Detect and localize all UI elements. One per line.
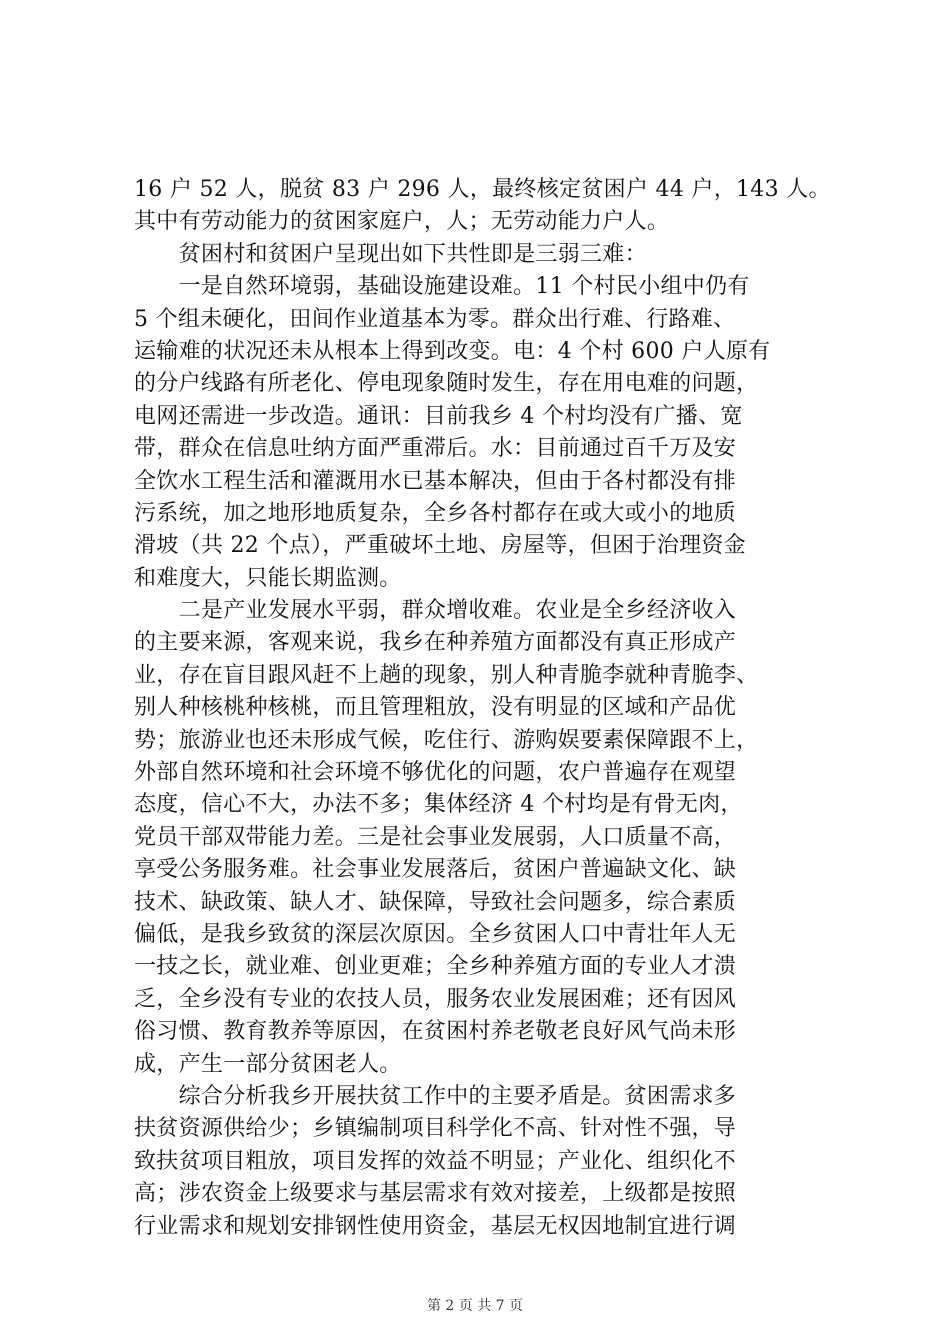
text-line: 运输难的状况还未从根本上得到改变。电：4 个村 600 户人原有 <box>134 338 771 364</box>
text-line: 技术、缺政策、缺人才、缺保障，导致社会问题多，综合素质 <box>134 889 737 915</box>
text-line: 的分户线路有所老化、停电现象随时发生，存在用电难的问题， <box>134 371 759 397</box>
text-line: 行业需求和规划安排钢性使用资金，基层无权因地制宜进行调 <box>134 1213 737 1239</box>
text-line: 和难度大，只能长期监测。 <box>134 565 402 591</box>
page-footer: 第 2 页 共 7 页 <box>426 1298 524 1314</box>
text-line: 态度，信心不大，办法不多；集体经济 4 个村均是有骨无肉， <box>134 792 743 818</box>
text-line: 污系统，加之地形地质复杂，全乡各村都存在或大或小的地质 <box>134 500 737 526</box>
text-line: 一是自然环境弱，基础设施建设难。11 个村民小组中仍有 <box>134 274 750 300</box>
text-line: 滑坡（共 22 个点），严重破坏土地、房屋等，但困于治理资金 <box>134 533 746 559</box>
text-line: 综合分析我乡开展扶贫工作中的主要矛盾是。贫困需求多 <box>134 1083 737 1109</box>
text-line: 势；旅游业也还未形成气候，吃住行、游购娱要素保障跟不上， <box>134 727 759 753</box>
text-line: 扶贫资源供给少；乡镇编制项目科学化不高、针对性不强，导 <box>134 1116 737 1142</box>
text-line: 成，产生一部分贫困老人。 <box>134 1051 402 1077</box>
text-line: 16 户 52 人，脱贫 83 户 296 人，最终核定贫困户 44 户，143 人。 <box>134 177 831 202</box>
text-line: 高；涉农资金上级要求与基层需求有效对接差，上级都是按照 <box>134 1181 737 1207</box>
text-line: 二是产业发展水平弱，群众增收难。农业是全乡经济收入 <box>134 598 737 624</box>
text-line: 致扶贫项目粗放，项目发挥的效益不明显；产业化、组织化不 <box>134 1148 737 1174</box>
text-line: 的主要来源，客观来说，我乡在种养殖方面都没有真正形成产 <box>134 630 737 656</box>
text-line: 贫困村和贫困户呈现出如下共性即是三弱三难： <box>134 241 647 267</box>
text-line: 乏，全乡没有专业的农技人员，服务农业发展困难；还有因风 <box>134 986 737 1012</box>
text-line: 外部自然环境和社会环境不够优化的问题，农户普遍存在观望 <box>134 760 737 786</box>
text-line: 享受公务服务难。社会事业发展落后，贫困户普遍缺文化、缺 <box>134 857 737 883</box>
text-line: 5 个组未硬化，田间作业道基本为零。群众出行难、行路难、 <box>134 306 736 332</box>
text-line: 俗习惯、教育教养等原因，在贫困村养老敬老良好风气尚未形 <box>134 1019 737 1045</box>
body-text <box>134 174 846 1243</box>
text-line: 一技之长，就业难、创业更难；全乡种养殖方面的专业人才溃 <box>134 954 737 980</box>
text-line: 业，存在盲目跟风赶不上趟的现象，别人种青脆李就种青脆李、 <box>134 662 759 688</box>
text-line: 其中有劳动能力的贫困家庭户，人；无劳动能力户人。 <box>134 209 670 235</box>
text-line: 电网还需进一步改造。通讯：目前我乡 4 个村均没有广播、宽 <box>134 403 743 429</box>
text-line: 偏低，是我乡致贫的深层次原因。全乡贫困人口中青壮年人无 <box>134 921 737 947</box>
text-line: 党员干部双带能力差。三是社会事业发展弱，人口质量不高， <box>134 824 737 850</box>
text-line: 带，群众在信息吐纳方面严重滞后。水：目前通过百千万及安 <box>134 436 737 462</box>
text-line: 别人种核桃种核桃，而且管理粗放，没有明显的区域和产品优 <box>134 695 737 721</box>
text-line: 全饮水工程生活和灌溉用水已基本解决，但由于各村都没有排 <box>134 468 737 494</box>
